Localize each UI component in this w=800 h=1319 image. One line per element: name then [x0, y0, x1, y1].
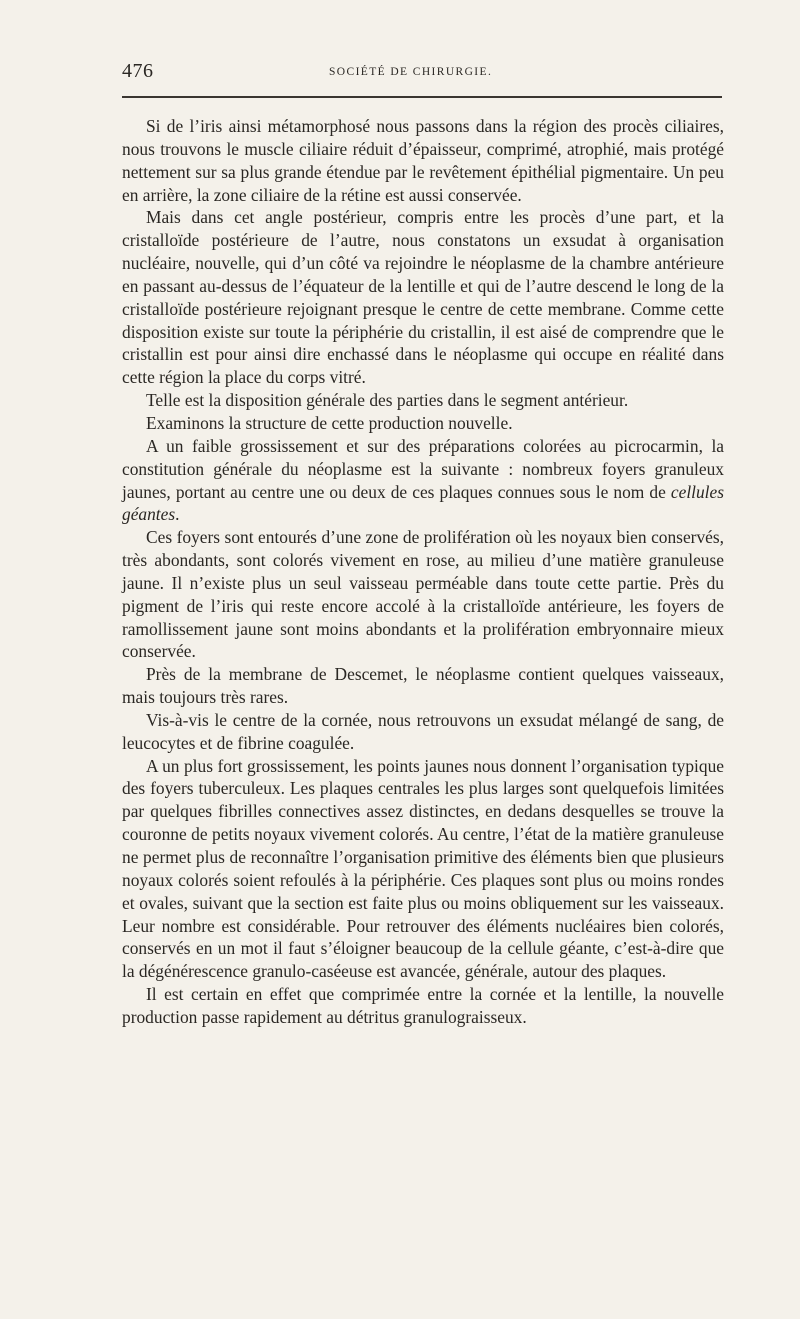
italic-suffix: .: [175, 504, 180, 525]
page-number: 476: [122, 60, 154, 82]
paragraph: Si de l’iris ainsi métamorphosé nous passons dans la région des procès ciliaires, nous trouvons le muscle ciliaire réduit d’épaisseur, comprimé, atrophié, mais protégé nettement sur sa plus grande étendue par le revêtement épithélial pigmentaire. Un peu en arrière, la zone ciliaire de la rétine est aussi conservée.: [122, 116, 724, 205]
paragraph-text: A un faible grossissement et sur des préparations colorées au picrocarmin, la constitution générale du néoplasme est la suivante : nombreux foyers granuleux jaunes, portant au centre une ou deux de ces plaques connues sous le nom de: [122, 435, 724, 502]
page-header: [122, 0, 724, 86]
paragraph: Telle est la disposition générale des parties dans le segment antérieur.: [146, 390, 629, 411]
running-head: SOCIÉTÉ DE CHIRURGIE.: [329, 66, 493, 78]
paragraph: Vis-à-vis le centre de la cornée, nous retrouvons un exsudat mélangé de sang, de leucocytes et de fibrine coagulée.: [122, 709, 724, 753]
header-rule: [122, 96, 722, 98]
body-text: [122, 115, 724, 1029]
book-page: [122, 0, 724, 1027]
paragraph: Mais dans cet angle postérieur, compris entre les procès d’une part, et la cristalloïde postérieure de l’autre, nous constatons un exsudat à organisation nucléaire, nouvelle, qui d’un côté va rejoindre le néoplasme de la chambre antérieure en passant au-dessus de l’équateur de la lentille et qui de l’autre descend le long de la cristalloïde postérieure rejoignant presque le centre de cette membrane. Comme cette disposition existe sur toute la périphérie du cristallin, il est aisé de comprendre que le cristallin est pour ainsi dire enchassé dans le néoplasme qui occupe en réalité dans cette région la place du corps vitré.: [122, 207, 724, 388]
paragraph: Il est certain en effet que comprimée entre la cornée et la lentille, la nouvelle production passe rapidement au détritus granulograisseux.: [122, 984, 724, 1027]
paragraph: Ces foyers sont entourés d’une zone de prolifération où les noyaux bien conservés, très abondants, sont colorés vivement en rose, au milieu d’une matière granuleuse jaune. Il n’existe plus un seul vaisseau perméable dans toute cette partie. Près du pigment de l’iris qui reste encore accolé à la cristalloïde antérieure, les foyers de ramollissement jaune sont moins abondants et la prolifération embryonnaire mieux conservée.: [122, 527, 724, 662]
paragraph: Examinons la structure de cette production nouvelle.: [146, 412, 513, 433]
paragraph: A un plus fort grossissement, les points jaunes nous donnent l’organisation typique des foyers tuberculeux. Les plaques centrales les plus larges sont quelquefois limitées par quelques fibrilles connectives assez distinctes, en dedans desquelles se trouve la couronne de petits noyaux vivement colorés. Au centre, l’état de la matière granuleuse ne permet plus de reconnaître l’organisation primitive des éléments bien que plusieurs noyaux colorés soient refoulés à la périphérie. Ces plaques sont plus ou moins rondes et ovales, suivant que la section est faite plus ou moins obliquement sur les vaisseaux. Leur nombre est considérable. Pour retrouver des éléments nucléaires bien colorés, conservés en un mot il faut s’éloigner beaucoup de la cellule géante, c’est-à-dire que la dégénérescence granulo-caséeuse est avancée, générale, autour des plaques.: [122, 755, 724, 982]
paragraph: [122, 435, 724, 526]
paragraph: Près de la membrane de Descemet, le néoplasme contient quelques vaisseaux, mais toujours très rares.: [122, 664, 724, 708]
italic-term: cellules géantes: [122, 481, 724, 525]
